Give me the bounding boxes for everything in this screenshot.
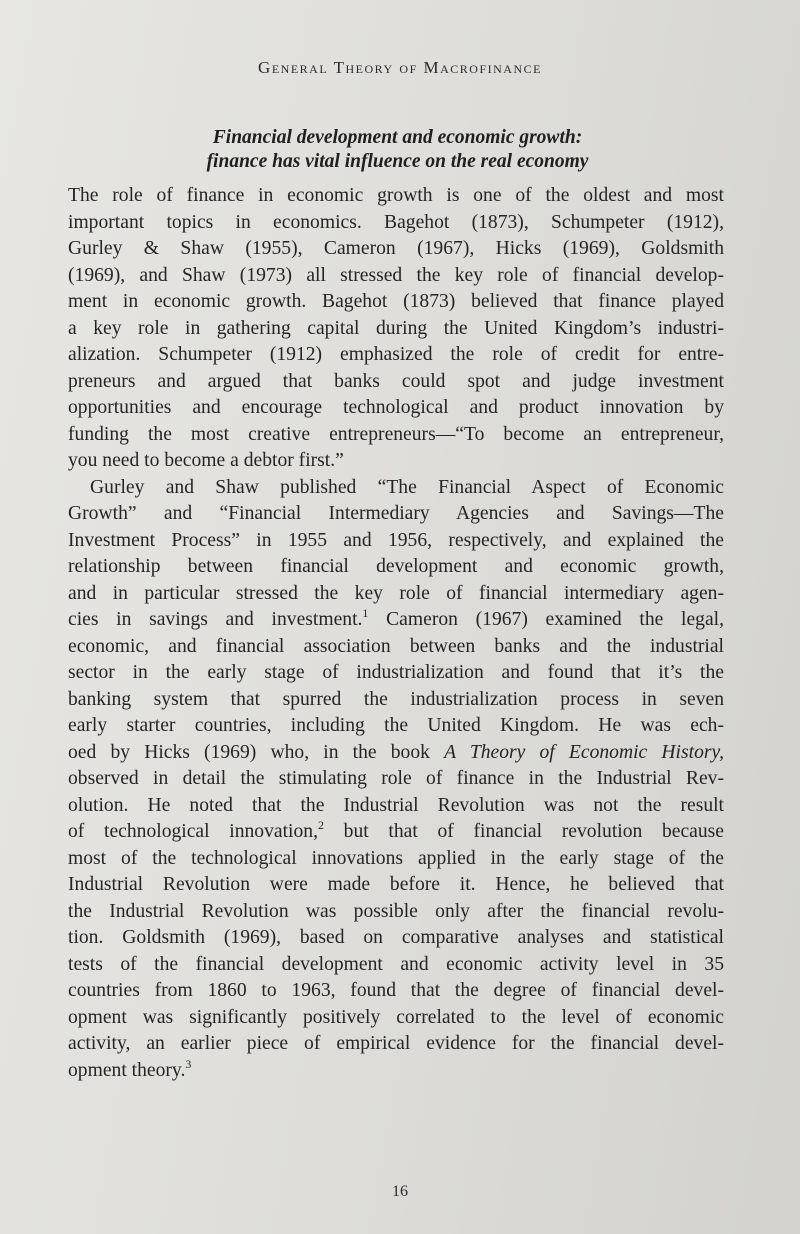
text-run: oed by Hicks (1969) who, in the book — [68, 741, 445, 763]
section-heading-line-2: finance has vital influence on the real economy — [206, 151, 589, 172]
paragraph-1-line: alization. Schumpeter (1912) emphasized the role of credit for entre- — [68, 344, 724, 365]
paragraph-1-line: funding the most creative entrepreneurs—“To become an entrepreneur, — [68, 423, 724, 445]
text-run: cies in savings and investment. — [68, 609, 363, 630]
footnote-marker-3: 3 — [185, 1056, 192, 1071]
paragraph-2-line: most of the technological innovations applied in the early stage of the — [68, 847, 724, 869]
paragraph-2-line — [68, 819, 724, 846]
text-run: Cameron (1967) examined the legal, — [368, 609, 725, 630]
paragraph-2-line: sector in the early stage of industrialization and found that it’s the — [68, 662, 724, 683]
paragraph-2-line: activity, an earlier piece of empirical evidence for the financial devel- — [68, 1033, 724, 1054]
paragraph-2-line: Investment Process” in 1955 and 1956, respectively, and explained the — [68, 529, 724, 551]
paragraph-1-line: a key role in gathering capital during the United Kingdom’s industri- — [68, 317, 724, 339]
running-head: General Theory of Macrofinance — [258, 58, 542, 77]
paragraph-2-line — [68, 607, 724, 634]
paragraph-2-line: olution. He noted that the Industrial Revolution was not the result — [68, 794, 724, 816]
footnote-marker-2: 2 — [317, 818, 324, 832]
paragraph-1-line: (1969), and Shaw (1973) all stressed the key role of financial develop- — [68, 264, 724, 286]
paragraph-2-line: tion. Goldsmith (1969), based on comparative analyses and statistical — [68, 927, 724, 948]
paragraph-2-line: observed in detail the stimulating role of finance in the Industrial Rev- — [68, 768, 724, 789]
paragraph-1-line: you need to become a debtor first.” — [68, 450, 344, 471]
text-run: but that of financial revolution because — [323, 821, 725, 842]
paragraph-2-line: relationship between financial development and economic growth, — [68, 556, 724, 577]
paragraph-1-line: ment in economic growth. Bagehot (1873) believed that finance played — [68, 291, 724, 312]
paragraph-2-line: early starter countries, including the United Kingdom. He was ech- — [68, 715, 724, 736]
body-text — [68, 183, 724, 1084]
paragraph-2-line — [68, 1058, 724, 1085]
paragraph-2-line: Gurley and Shaw published “The Financial Aspect of Economic — [90, 476, 724, 498]
paragraph-2-line: and in particular stressed the key role of financial intermediary agen- — [68, 582, 724, 604]
paragraph-2-line: countries from 1860 to 1963, found that the degree of financial devel- — [68, 980, 724, 1001]
paragraph-2-line: Industrial Revolution were made before it. Hence, he believed that — [68, 874, 724, 895]
paragraph-1-line: opportunities and encourage technological and product innovation by — [68, 397, 724, 418]
paragraph-2-line: banking system that spurred the industrialization process in seven — [68, 688, 724, 710]
paragraph-2-line: opment was significantly positively correlated to the level of economic — [68, 1006, 724, 1028]
paragraph-2-line: the Industrial Revolution was possible only after the financial revolu- — [68, 900, 724, 922]
paragraph-1-line: The role of finance in economic growth is one of the oldest and most — [68, 185, 724, 206]
paragraph-2-line: Growth” and “Financial Intermediary Agencies and Savings—The — [68, 503, 724, 524]
paragraph-1-line: Gurley & Shaw (1955), Cameron (1967), Hicks (1969), Goldsmith — [68, 238, 724, 259]
page-number: 16 — [392, 1183, 408, 1200]
paragraph-2-line: tests of the financial development and economic activity level in 35 — [68, 953, 724, 975]
text-run: opment theory. — [68, 1059, 186, 1081]
paragraph-1-line: preneurs and argued that banks could spot and judge investment — [68, 370, 724, 392]
section-heading — [70, 126, 725, 174]
paragraph-1-line: important topics in economics. Bagehot (1873), Schumpeter (1912), — [68, 211, 724, 233]
footnote-marker-1: 1 — [362, 606, 369, 620]
paragraph-2-line: economic, and financial association between banks and the industrial — [68, 635, 724, 657]
book-title: A Theory of Economic History, — [444, 741, 725, 763]
paragraph-2-line — [68, 740, 724, 767]
text-run: of technological innovation, — [68, 821, 318, 842]
section-heading-line-1: Financial development and economic growth: — [212, 127, 583, 148]
